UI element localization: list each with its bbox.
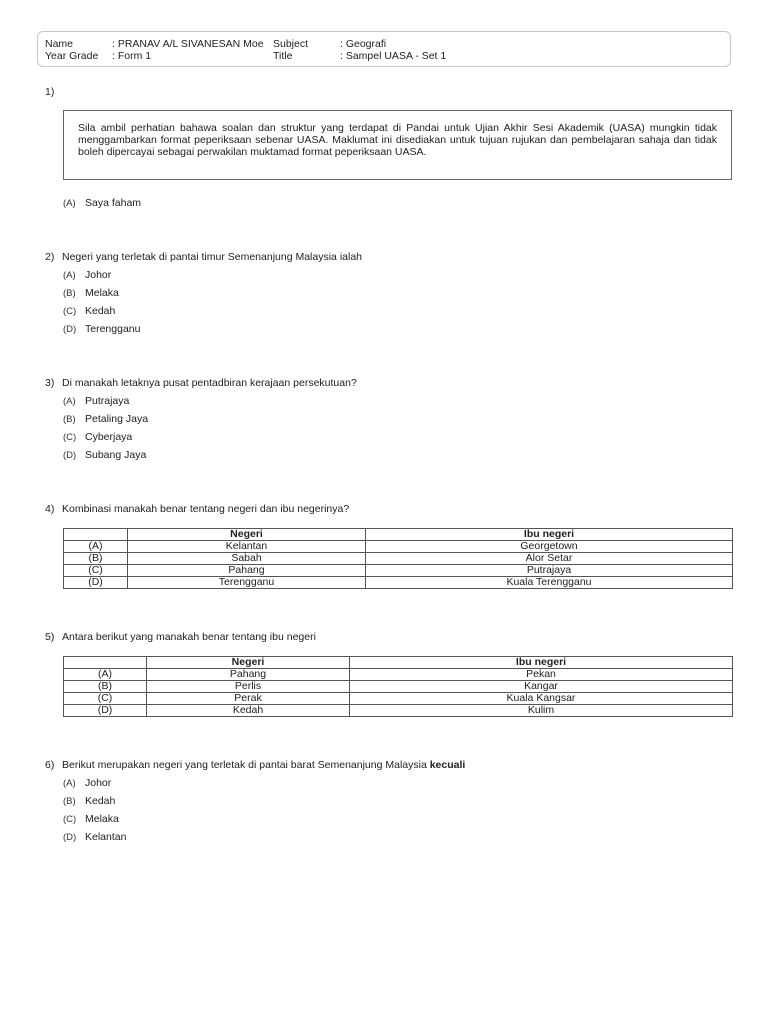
question-number: 2) [45,251,55,263]
subject-label: Subject [273,38,309,50]
table-header-cell [64,657,147,669]
row-ibu-negeri: Putrajaya [366,565,733,577]
table-header-row [64,529,733,541]
question-4 [45,503,349,515]
question-text: Negeri yang terletak di pantai timur Semenanjung Malaysia ialah [62,251,362,263]
option-text: Melaka [85,813,119,825]
question-number: 6) [45,759,55,771]
q3-option-d[interactable] [63,449,146,461]
name-value: : PRANAV A/L SIVANESAN Moe [112,38,264,50]
uasa-notice-box: Sila ambil perhatian bahawa soalan dan struktur yang terdapat di Pandai untuk Ujian Akhir Sesi Akademik (UASA) mungkin tidak menggambarkan format peperiksaan sebenar UASA. Maklumat ini disediakan untuk tujuan rujukan dan pembelajaran sahaja dan tidak boleh dipercayai sebagai perwakilan muktamad format peperiksaan UASA. [63,110,732,180]
option-text: Melaka [85,287,119,299]
row-negeri: Pahang [147,669,350,681]
q2-option-b[interactable] [63,287,119,299]
table-row[interactable] [64,565,733,577]
q3-option-c[interactable] [63,431,132,443]
question-number: 5) [45,631,55,643]
option-text: Johor [85,777,112,789]
table-row[interactable] [64,541,733,553]
option-text: Cyberjaya [85,431,133,443]
option-text: Kedah [85,795,116,807]
q6-option-a[interactable] [63,777,111,789]
row-letter: (B) [64,553,128,565]
row-ibu-negeri: Kuala Kangsar [350,693,733,705]
table-row[interactable] [64,669,733,681]
row-negeri: Perlis [147,681,350,693]
table-header-cell: Negeri [147,657,350,669]
q5-table [63,656,733,717]
option-letter: (B) [63,288,76,299]
row-ibu-negeri: Pekan [350,669,733,681]
option-text: Kedah [85,305,116,317]
question-2 [45,251,362,263]
option-letter: (A) [63,198,76,209]
table-row[interactable] [64,681,733,693]
question-emphasis: kecuali [429,759,466,771]
option-letter: (B) [63,414,76,425]
option-text: Saya faham [85,197,142,209]
option-text: Johor [85,269,112,281]
question-text: Kombinasi manakah benar tentang negeri dan ibu negerinya? [62,503,350,515]
option-letter: (A) [63,778,76,789]
option-letter: (C) [63,814,77,825]
table-header-cell: Ibu negeri [350,657,733,669]
question-text: Antara berikut yang manakah benar tentang ibu negeri [62,631,316,643]
question-text: Berikut merupakan negeri yang terletak di pantai barat Semenanjung Malaysia [62,759,430,771]
question-3 [45,377,357,389]
table-row[interactable] [64,553,733,565]
row-negeri: Pahang [128,565,366,577]
q6-option-b[interactable] [63,795,115,807]
question-number: 1) [45,86,55,98]
option-letter: (A) [63,396,76,407]
student-info-header [37,31,731,67]
option-letter: (C) [63,432,77,443]
q2-option-d[interactable] [63,323,140,335]
q3-option-b[interactable] [63,413,148,425]
row-letter: (A) [64,669,147,681]
table-header-cell [64,529,128,541]
subject-value: : Geografi [340,38,387,50]
question-5 [45,631,316,643]
q6-option-c[interactable] [63,813,119,825]
q1-option-a[interactable] [63,197,141,209]
option-letter: (C) [63,306,77,317]
title-value: : Sampel UASA - Set 1 [340,50,447,62]
row-ibu-negeri: Kuala Terengganu [366,577,733,589]
q3-option-a[interactable] [63,395,129,407]
option-letter: (B) [63,796,76,807]
row-ibu-negeri: Georgetown [366,541,733,553]
option-letter: (D) [63,324,77,335]
table-header-row [64,657,733,669]
row-letter: (D) [64,705,147,717]
table-header-cell: Negeri [128,529,366,541]
q4-table [63,528,733,589]
row-negeri: Kelantan [128,541,366,553]
q2-option-c[interactable] [63,305,115,317]
question-number: 4) [45,503,55,515]
option-text: Kelantan [85,831,127,843]
row-ibu-negeri: Alor Setar [366,553,733,565]
question-text: Di manakah letaknya pusat pentadbiran kerajaan persekutuan? [62,377,357,389]
table-header-cell: Ibu negeri [366,529,733,541]
option-letter: (D) [63,450,77,461]
table-row[interactable] [64,693,733,705]
question-1 [45,86,62,98]
table-row[interactable] [64,705,733,717]
name-label: Name [45,38,74,50]
row-letter: (C) [64,565,128,577]
year-value: : Form 1 [112,50,152,62]
option-text: Terengganu [85,323,141,335]
option-text: Petaling Jaya [85,413,149,425]
option-letter: (D) [63,832,77,843]
title-label: Title [273,50,293,62]
q2-option-a[interactable] [63,269,111,281]
year-label: Year Grade [45,50,99,62]
row-negeri: Perak [147,693,350,705]
row-negeri: Terengganu [128,577,366,589]
table-row[interactable] [64,577,733,589]
row-letter: (D) [64,577,128,589]
row-negeri: Kedah [147,705,350,717]
q6-option-d[interactable] [63,831,126,843]
row-ibu-negeri: Kangar [350,681,733,693]
option-text: Subang Jaya [85,449,147,461]
row-letter: (C) [64,693,147,705]
question-6 [45,759,465,771]
option-letter: (A) [63,270,76,281]
row-letter: (B) [64,681,147,693]
question-number: 3) [45,377,55,389]
option-text: Putrajaya [85,395,130,407]
row-letter: (A) [64,541,128,553]
row-negeri: Sabah [128,553,366,565]
row-ibu-negeri: Kulim [350,705,733,717]
